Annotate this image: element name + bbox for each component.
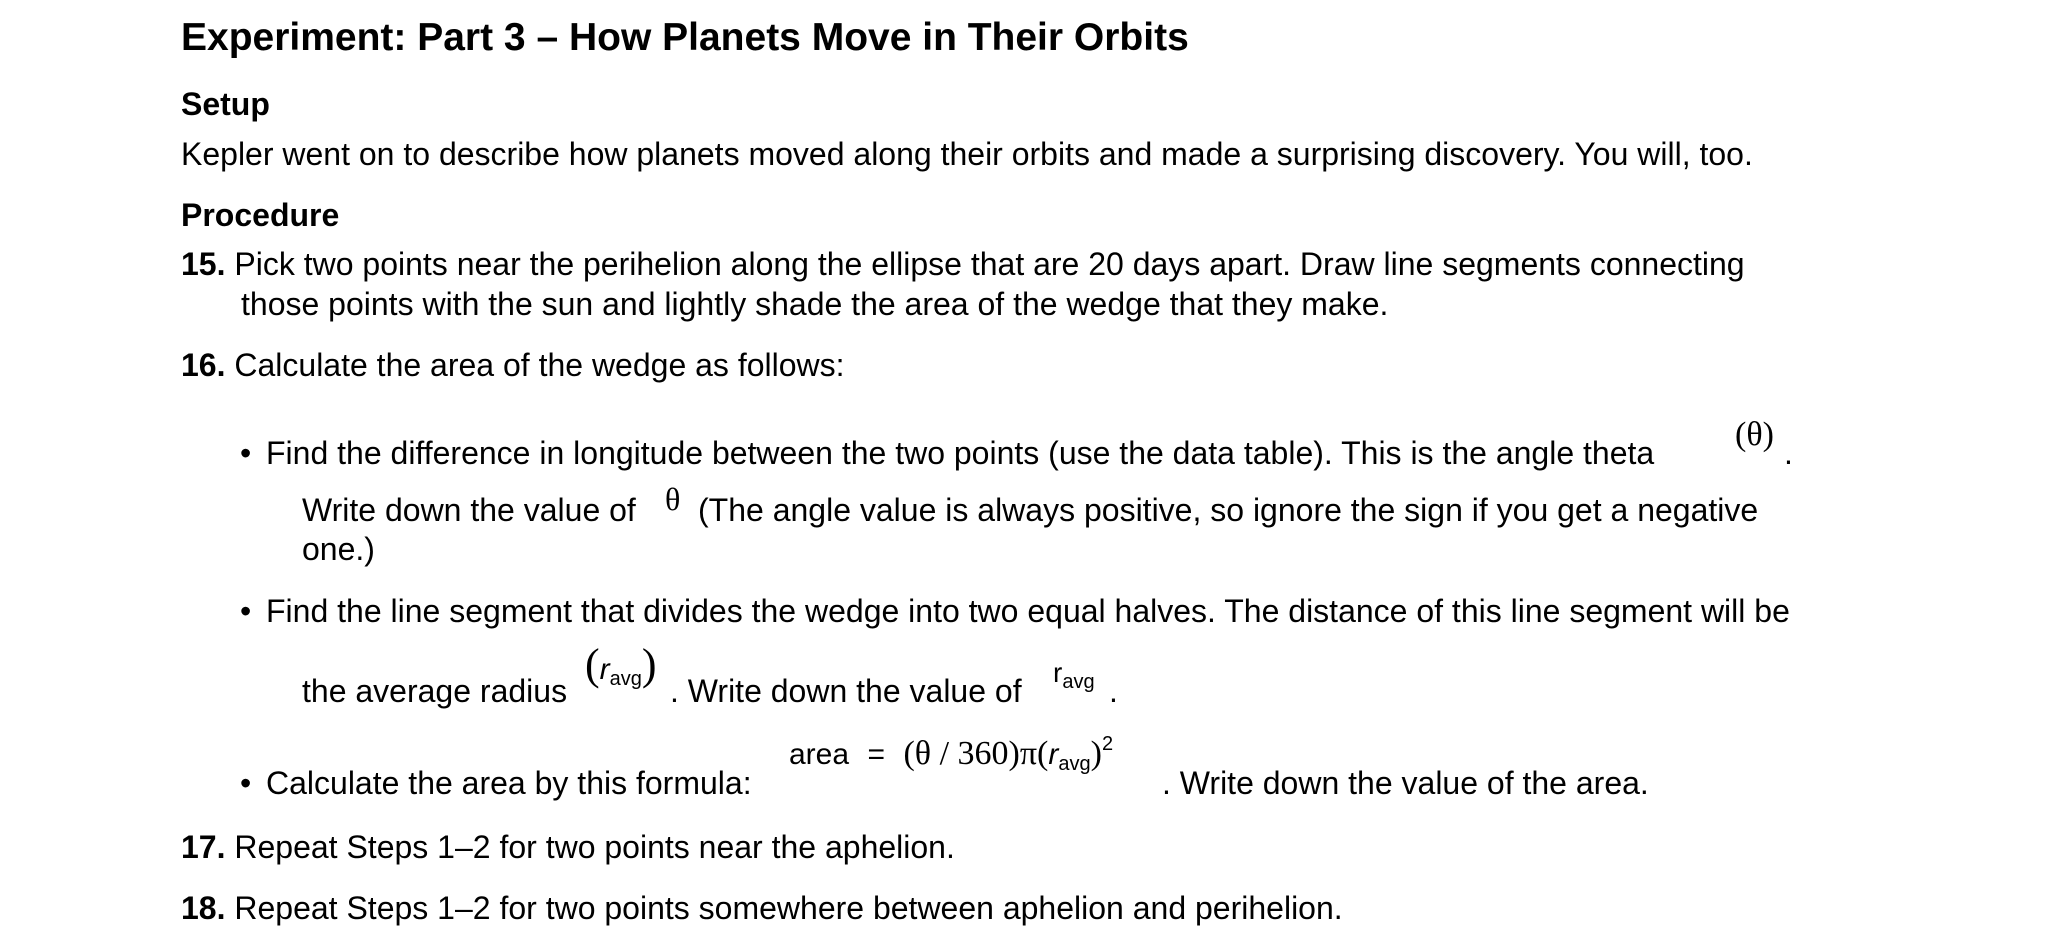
bullet-2-end: . bbox=[1109, 673, 1118, 709]
step-15-number: 15. bbox=[181, 246, 226, 282]
formula-pi: π bbox=[1019, 735, 1038, 772]
r-avg-close-paren: ) bbox=[641, 640, 657, 689]
step-15-line2: those points with the sun and lightly shade the area of the wedge that they make. bbox=[241, 286, 1389, 322]
formula-theta: (θ / 360) bbox=[903, 735, 1020, 772]
r-avg-inline bbox=[1053, 657, 1095, 693]
step-16-number: 16. bbox=[181, 347, 226, 383]
formula-exponent: 2 bbox=[1101, 733, 1114, 755]
r-avg-paren-group bbox=[585, 639, 657, 690]
bullet-1-glyph: • bbox=[240, 435, 252, 471]
bullet-3-text-b: . Write down the value of the area. bbox=[1162, 765, 1649, 801]
bullet-3-text-a: Calculate the area by this formula: bbox=[266, 765, 752, 801]
page-title: Experiment: Part 3 – How Planets Move in Their Orbits bbox=[181, 16, 1189, 59]
setup-text: Kepler went on to describe how planets moved along their orbits and made a surprising discovery. You will, too. bbox=[181, 136, 1753, 172]
bullet-2-line2b: . Write down the value of bbox=[670, 673, 1022, 709]
bullet-1-line3: one.) bbox=[302, 531, 375, 567]
step-16-text: Calculate the area of the wedge as follows: bbox=[234, 347, 845, 383]
procedure-heading: Procedure bbox=[181, 197, 340, 233]
bullet-1-period: . bbox=[1784, 435, 1793, 471]
formula-area: area bbox=[789, 738, 850, 771]
formula-equals: = bbox=[867, 738, 886, 771]
formula-avg: avg bbox=[1058, 753, 1091, 775]
area-formula: area = (θ / 360)π(ravg)2 bbox=[789, 733, 1114, 775]
r-avg-r: r bbox=[599, 653, 610, 686]
r-avg-sub: avg bbox=[609, 668, 642, 690]
step-16 bbox=[181, 347, 845, 384]
bullet-1-line2b: (The angle value is always positive, so ignore the sign if you get a negative bbox=[698, 492, 1759, 528]
step-18 bbox=[181, 890, 1343, 927]
bullet-1-line1: Find the difference in longitude between the two points (use the data table). This is the angle theta bbox=[266, 435, 1655, 471]
bullet-2-line2a: the average radius bbox=[302, 673, 568, 709]
bullet-1-line2a: Write down the value of bbox=[302, 492, 636, 528]
setup-heading: Setup bbox=[181, 86, 270, 122]
formula-r: r bbox=[1048, 738, 1059, 771]
step-15-line1: Pick two points near the perihelion along the ellipse that are 20 days apart. Draw line segments connecting bbox=[234, 246, 1745, 282]
step-15 bbox=[181, 246, 1745, 283]
r-avg-inline-r: r bbox=[1053, 657, 1063, 688]
r-avg-open-paren: ( bbox=[585, 640, 600, 689]
theta-symbol: θ bbox=[665, 481, 681, 517]
bullet-2-glyph: • bbox=[240, 593, 252, 629]
bullet-2-line1: Find the line segment that divides the wedge into two equal halves. The distance of this line segment will be bbox=[266, 593, 1790, 629]
step-18-text: Repeat Steps 1–2 for two points somewhere between aphelion and perihelion. bbox=[234, 890, 1343, 926]
step-17 bbox=[181, 829, 955, 866]
step-17-number: 17. bbox=[181, 829, 226, 865]
step-18-number: 18. bbox=[181, 890, 226, 926]
theta-paren: (θ) bbox=[1735, 416, 1774, 453]
bullet-3-glyph: • bbox=[240, 765, 252, 801]
step-17-text: Repeat Steps 1–2 for two points near the aphelion. bbox=[234, 829, 955, 865]
r-avg-inline-sub: avg bbox=[1062, 671, 1095, 693]
